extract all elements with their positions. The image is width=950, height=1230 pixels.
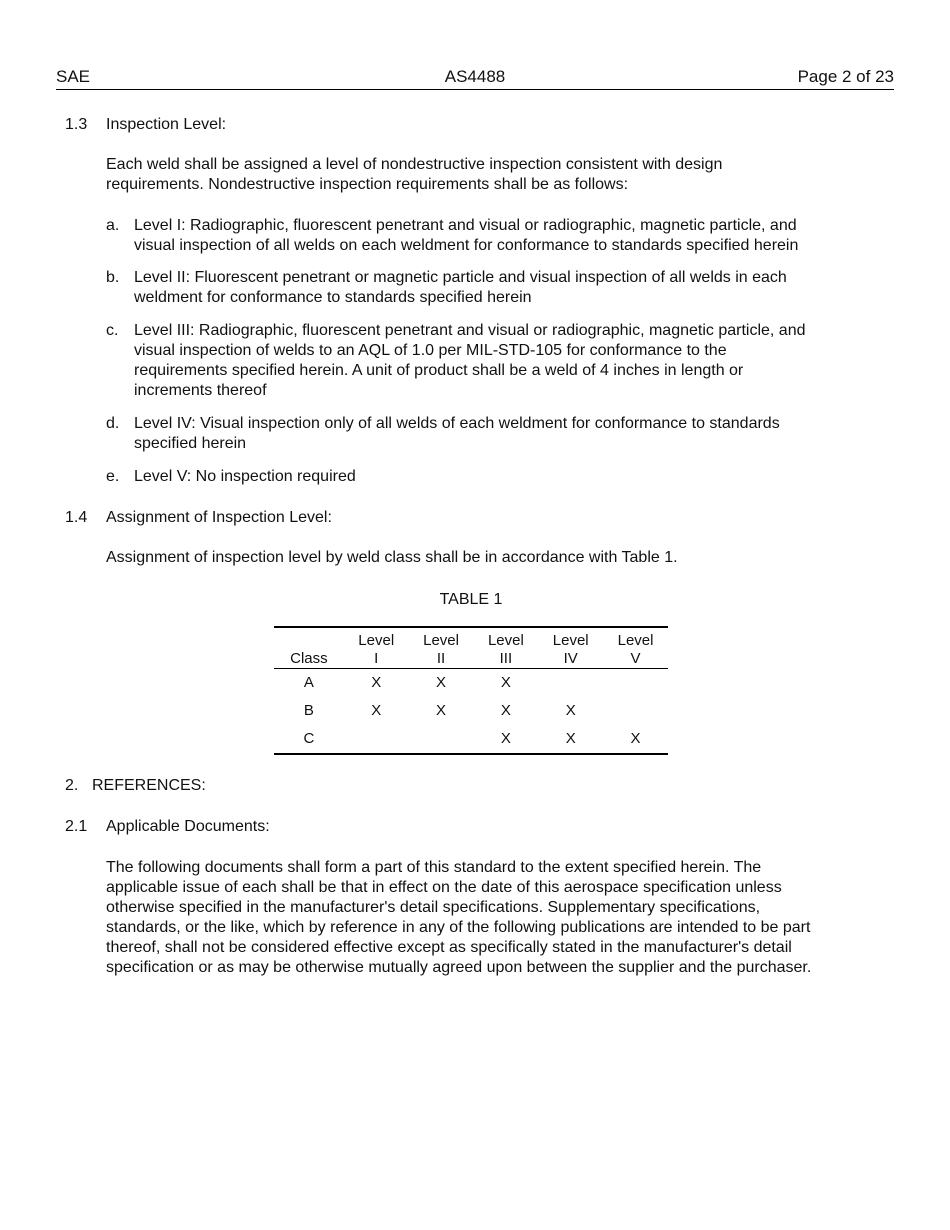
- table-cell: [344, 725, 409, 754]
- section-1-4-number: 1.4: [65, 509, 88, 526]
- column-header-level-5: [603, 627, 668, 669]
- inspection-level-table: [274, 626, 668, 755]
- paragraph-line: otherwise specified in the manufacturer's detail specifications. Supplementary specifications,: [106, 899, 761, 916]
- column-header-level-4: [538, 627, 603, 669]
- header-text: Level: [552, 632, 589, 649]
- table-cell: X: [500, 730, 511, 747]
- list-item-line: visual inspection of welds to an AQL of 1.0 per MIL-STD-105 for conformance to the: [134, 342, 727, 359]
- section-2-1-text: [106, 858, 896, 978]
- table-row: [274, 697, 668, 725]
- list-item-label: c.: [106, 322, 119, 339]
- list-item-text: [134, 467, 886, 487]
- table-cell: X: [630, 730, 641, 747]
- list-item-text: [134, 268, 886, 308]
- table-cell: B: [303, 702, 314, 719]
- list-item-line: specified herein: [134, 435, 247, 452]
- list-item-text: [134, 414, 886, 454]
- paragraph-line: Each weld shall be assigned a level of nondestructive inspection consistent with design: [106, 156, 723, 173]
- paragraph-line: standards, or the like, which by reference in any of the following publications are intended to be part: [106, 919, 811, 936]
- table-cell: A: [303, 674, 314, 691]
- list-item-line: requirements specified herein. A unit of product shall be a weld of 4 inches in length or: [134, 362, 744, 379]
- list-item-line: weldment for conformance to standards specified herein: [134, 289, 532, 306]
- list-item-label: d.: [106, 415, 120, 432]
- section-1-3-intro: [106, 155, 876, 195]
- paragraph-line: specification or as may be otherwise mutually agreed upon between the supplier and the purchaser.: [106, 959, 812, 976]
- header-page-number: Page 2 of 23: [797, 67, 894, 86]
- column-header-level-1: [344, 627, 409, 669]
- paragraph-line: requirements. Nondestructive inspection requirements shall be as follows:: [106, 176, 629, 193]
- section-2-1-number: 2.1: [65, 818, 88, 835]
- table-cell: [603, 697, 668, 725]
- list-item-line: Level I: Radiographic, fluorescent penetrant and visual or radiographic, magnetic particle, and: [134, 217, 797, 234]
- section-1-3-number: 1.3: [65, 116, 88, 133]
- header-text: Level: [358, 632, 395, 649]
- table-cell: [603, 669, 668, 698]
- header-text: I: [374, 650, 379, 667]
- table-cell: X: [371, 674, 382, 691]
- header-text: II: [436, 650, 446, 667]
- table-caption: TABLE 1: [439, 591, 503, 608]
- header-text: IV: [563, 650, 578, 667]
- column-header-class: [274, 627, 344, 669]
- header-text: Level: [423, 632, 459, 649]
- table-cell: X: [436, 702, 447, 719]
- section-1-3-title: Inspection Level:: [106, 116, 227, 133]
- list-item-line: increments thereof: [134, 382, 267, 399]
- paragraph-line: thereof, shall not be considered effective except as specifically stated in the manufacturer's detail: [106, 939, 792, 956]
- table-cell: X: [565, 702, 576, 719]
- table-cell: X: [500, 674, 511, 691]
- section-1-4-title: Assignment of Inspection Level:: [106, 509, 332, 526]
- list-item-line: Level V: No inspection required: [134, 468, 356, 485]
- table-cell: X: [436, 674, 447, 691]
- table-cell: X: [500, 702, 511, 719]
- list-item-text: [134, 321, 886, 401]
- header-text: III: [499, 650, 513, 667]
- section-2-title: REFERENCES:: [92, 777, 206, 794]
- page-header: [56, 67, 894, 90]
- table-row: [274, 725, 668, 754]
- list-item-label: e.: [106, 468, 120, 485]
- list-item-label: b.: [106, 269, 120, 286]
- table-cell: C: [303, 730, 315, 747]
- list-item-label: a.: [106, 217, 120, 234]
- list-item-line: Level III: Radiographic, fluorescent penetrant and visual or radiographic, magnetic particle, and: [134, 322, 806, 339]
- column-header-level-3: [473, 627, 538, 669]
- section-2-number: 2.: [65, 777, 79, 794]
- table-header-row: [274, 627, 668, 669]
- header-text: Class: [290, 650, 328, 667]
- header-text: V: [630, 650, 641, 667]
- table-row: [274, 669, 668, 698]
- list-item-line: Level IV: Visual inspection only of all welds of each weldment for conformance to standards: [134, 415, 780, 432]
- table-cell: X: [371, 702, 382, 719]
- paragraph-line: The following documents shall form a part of this standard to the extent specified herein. The: [106, 859, 762, 876]
- header-text: Level: [617, 632, 654, 649]
- table-cell: [409, 725, 474, 754]
- list-item-text: [134, 216, 886, 256]
- table-cell: [538, 669, 603, 698]
- header-doc-number: AS4488: [444, 67, 506, 86]
- section-2-1-title: Applicable Documents:: [106, 818, 270, 835]
- section-1-4-text: Assignment of inspection level by weld class shall be in accordance with Table 1.: [106, 549, 678, 566]
- list-item-line: visual inspection of all welds on each weldment for conformance to standards specified herein: [134, 237, 799, 254]
- header-text: Level: [487, 632, 524, 649]
- table-cell: X: [565, 730, 576, 747]
- list-item-line: Level II: Fluorescent penetrant or magnetic particle and visual inspection of all welds in each: [134, 269, 787, 286]
- header-org: SAE: [56, 67, 91, 86]
- column-header-level-2: [409, 627, 474, 669]
- paragraph-line: applicable issue of each shall be that in effect on the date of this aerospace specification unless: [106, 879, 782, 896]
